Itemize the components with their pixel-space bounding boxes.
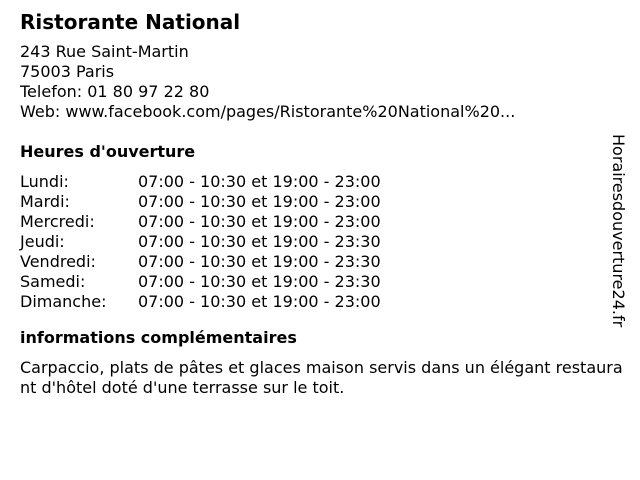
hours-day: Samedi: (20, 272, 86, 291)
hours-row-friday (20, 252, 632, 272)
restaurant-card (20, 8, 632, 398)
additional-info-text: Carpaccio, plats de pâtes et glaces maison servis dans un élégant restaurant d'hôtel doté d'une terrasse sur le toit. (20, 358, 623, 397)
hours-day: Lundi: (20, 172, 69, 191)
hours-day: Vendredi: (20, 252, 96, 271)
street-address: 243 Rue Saint-Martin (20, 42, 189, 61)
hours-row-monday (20, 172, 632, 192)
city-postcode: 75003 Paris (20, 62, 115, 81)
restaurant-name: Ristorante National (20, 10, 241, 34)
hours-times: 07:00 - 10:30 et 19:00 - 23:00 (138, 292, 381, 311)
hours-row-thursday (20, 232, 632, 252)
hours-day: Jeudi: (20, 232, 65, 251)
hours-times: 07:00 - 10:30 et 19:00 - 23:00 (138, 212, 381, 231)
additional-info-heading: informations complémentaires (20, 328, 297, 347)
address-block (20, 42, 632, 122)
opening-hours-table (20, 172, 632, 312)
hours-times: 07:00 - 10:30 et 19:00 - 23:30 (138, 252, 381, 271)
hours-row-saturday (20, 272, 632, 292)
site-watermark: Horairesdouverture24.fr (609, 134, 628, 328)
hours-times: 07:00 - 10:30 et 19:00 - 23:30 (138, 232, 381, 251)
website-link[interactable]: Web: www.facebook.com/pages/Ristorante%20National%20... (20, 102, 516, 121)
hours-day: Mercredi: (20, 212, 95, 231)
hours-row-wednesday (20, 212, 632, 232)
hours-times: 07:00 - 10:30 et 19:00 - 23:00 (138, 192, 381, 211)
hours-day: Dimanche: (20, 292, 107, 311)
phone-number: Telefon: 01 80 97 22 80 (20, 82, 210, 101)
hours-row-tuesday (20, 192, 632, 212)
hours-day: Mardi: (20, 192, 70, 211)
hours-row-sunday (20, 292, 632, 312)
opening-hours-heading: Heures d'ouverture (20, 142, 196, 161)
hours-times: 07:00 - 10:30 et 19:00 - 23:00 (138, 172, 381, 191)
hours-times: 07:00 - 10:30 et 19:00 - 23:30 (138, 272, 381, 291)
